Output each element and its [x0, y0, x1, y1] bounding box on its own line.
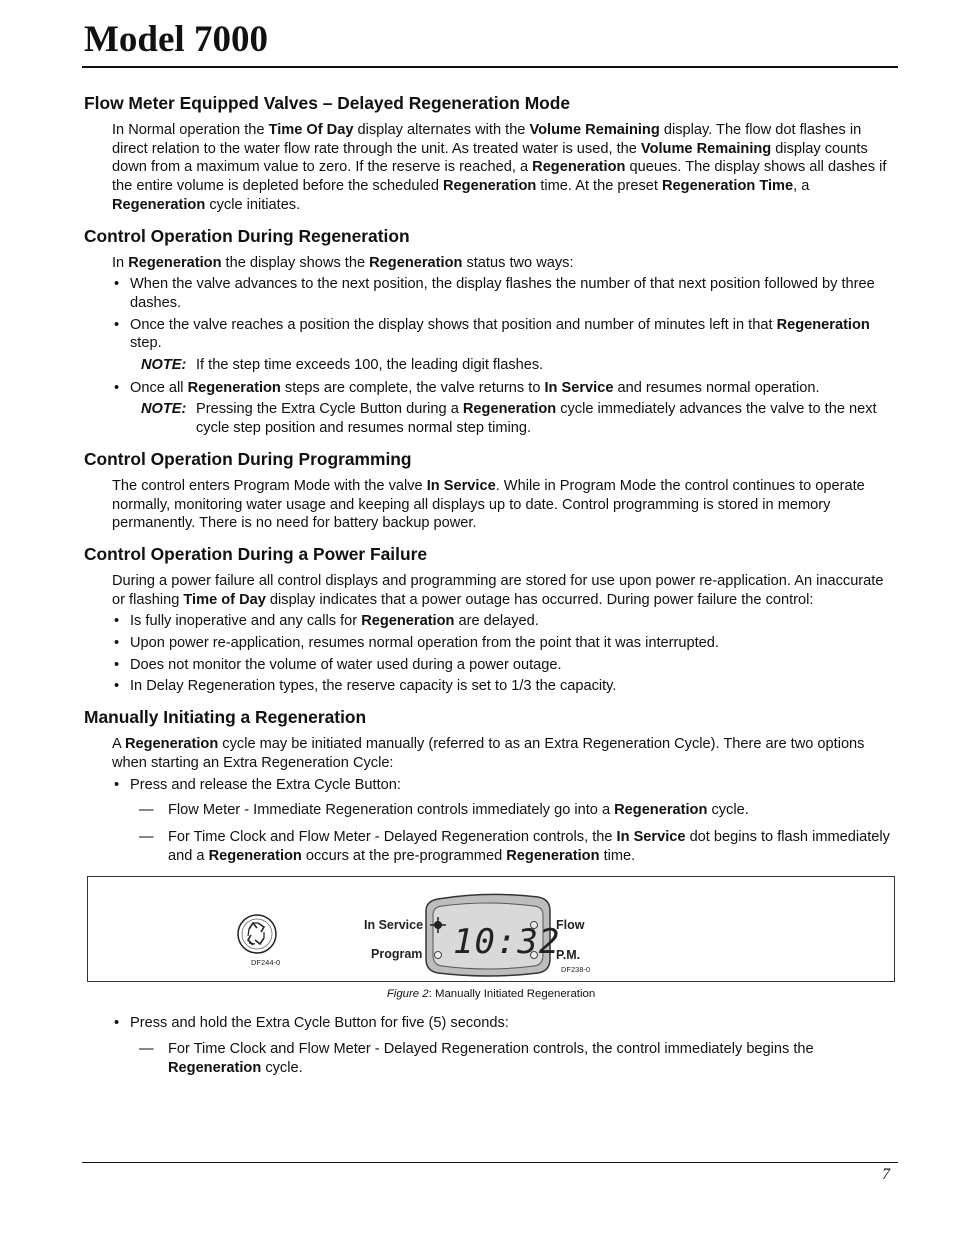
- list-item: • In Delay Regeneration types, the reserve capacity is set to 1/3 the capacity.: [84, 677, 898, 696]
- dash-item: — For Time Clock and Flow Meter - Delayed Regeneration controls, the In Service dot begins to flash immediately and a Regeneration occurs at the pre-programmed Regeneration time.: [84, 828, 898, 865]
- note: NOTE: If the step time exceeds 100, the leading digit flashes.: [141, 357, 544, 374]
- header-rule: [82, 66, 898, 68]
- label-flow: Flow: [556, 918, 585, 933]
- list-item: • Once the valve reaches a position the display shows that position and number of minutes left in that Regeneration step.: [84, 316, 898, 353]
- page-number: 7: [882, 1166, 890, 1183]
- list-item: • Press and release the Extra Cycle Button:: [84, 776, 898, 795]
- paragraph: The control enters Program Mode with the valve In Service. While in Program Mode the control continues to operate normally, monitoring water usage and keeping all displays up to date. Control programming is stored in memory permanently. There is no need for battery backup power.: [112, 477, 865, 532]
- list-item: • Does not monitor the volume of water used during a power outage.: [84, 656, 898, 675]
- bullet-list: [84, 379, 898, 398]
- section-power-failure: [84, 543, 898, 696]
- list-item: • Is fully inoperative and any calls for Regeneration are delayed.: [84, 612, 898, 631]
- paragraph: During a power failure all control displays and programming are stored for use upon power re-application. An inaccurate or flashing Time of Day display indicates that a power outage has occurred. During power failure the control:: [112, 572, 884, 608]
- document-body: [84, 92, 898, 1085]
- section-delayed-regeneration-mode: [84, 92, 898, 215]
- bullet-list: [84, 1014, 898, 1033]
- list-item: • When the valve advances to the next position, the display flashes the number of that next position followed by three dashes.: [84, 275, 898, 312]
- figure-caption: Figure 2: Manually Initiated Regeneration: [386, 988, 596, 1001]
- section-heading: Control Operation During a Power Failure: [84, 543, 428, 564]
- bullet-list: [84, 612, 898, 696]
- display-code: DF238-0: [561, 965, 591, 975]
- section-regeneration-operation: [84, 225, 898, 438]
- label-in-service: In Service: [364, 918, 424, 933]
- page-title: Model 7000: [84, 19, 268, 60]
- program-indicator-dot: [435, 952, 442, 959]
- bullet-list: [84, 776, 898, 795]
- figure-box: [87, 876, 895, 982]
- extra-cycle-recycle-icon: [238, 915, 276, 953]
- label-pm: P.M.: [556, 948, 581, 963]
- list-item: • Upon power re-application, resumes normal operation from the point that it was interrupted.: [84, 634, 898, 653]
- section-heading: Manually Initiating a Regeneration: [84, 707, 367, 728]
- section-manual-regeneration: [84, 706, 898, 1077]
- dash-item: — Flow Meter - Immediate Regeneration controls immediately go into a Regeneration cycle.: [84, 801, 898, 820]
- dash-item: — For Time Clock and Flow Meter - Delayed Regeneration controls, the control immediately begins the Regeneration cycle.: [84, 1040, 898, 1077]
- figure-illustration: [88, 877, 894, 981]
- note-label: NOTE:: [141, 401, 187, 418]
- note-label: NOTE:: [141, 357, 187, 374]
- section-heading: Control Operation During Regeneration: [84, 225, 410, 246]
- footer-rule: [82, 1162, 898, 1163]
- paragraph: A Regeneration cycle may be initiated manually (referred to as an Extra Regeneration Cycle). There are two options when starting an Extra Regeneration Cycle:: [112, 736, 865, 771]
- paragraph: In Regeneration the display shows the Regeneration status two ways:: [112, 254, 574, 271]
- section-heading: Control Operation During Programming: [84, 448, 412, 469]
- section-heading: Flow Meter Equipped Valves – Delayed Regeneration Mode: [84, 93, 571, 113]
- bullet-list: [84, 275, 898, 353]
- button-code: DF244-0: [251, 958, 281, 968]
- list-item: • Once all Regeneration steps are complete, the valve returns to In Service and resumes normal operation.: [84, 379, 898, 398]
- display-time: 10:32: [453, 922, 561, 963]
- list-item: • Press and hold the Extra Cycle Button for five (5) seconds:: [84, 1014, 898, 1033]
- label-program: Program: [371, 947, 423, 962]
- section-programming-operation: [84, 448, 898, 533]
- note: NOTE: Pressing the Extra Cycle Button during a Regeneration cycle immediately advances the valve to the next cycle step position and resumes normal step timing.: [141, 401, 877, 437]
- paragraph: In Normal operation the Time Of Day display alternates with the Volume Remaining display. The flow dot flashes in direct relation to the water flow rate through the unit. As treated water is used, the Volume Remaining display counts down from a maximum value to zero. If the reserve is reached, a Regeneration queues. The display shows all dashes if the entire volume is depleted before the scheduled Regeneration time. At the preset Regeneration Time, a Regeneration cycle initiates.: [112, 122, 887, 213]
